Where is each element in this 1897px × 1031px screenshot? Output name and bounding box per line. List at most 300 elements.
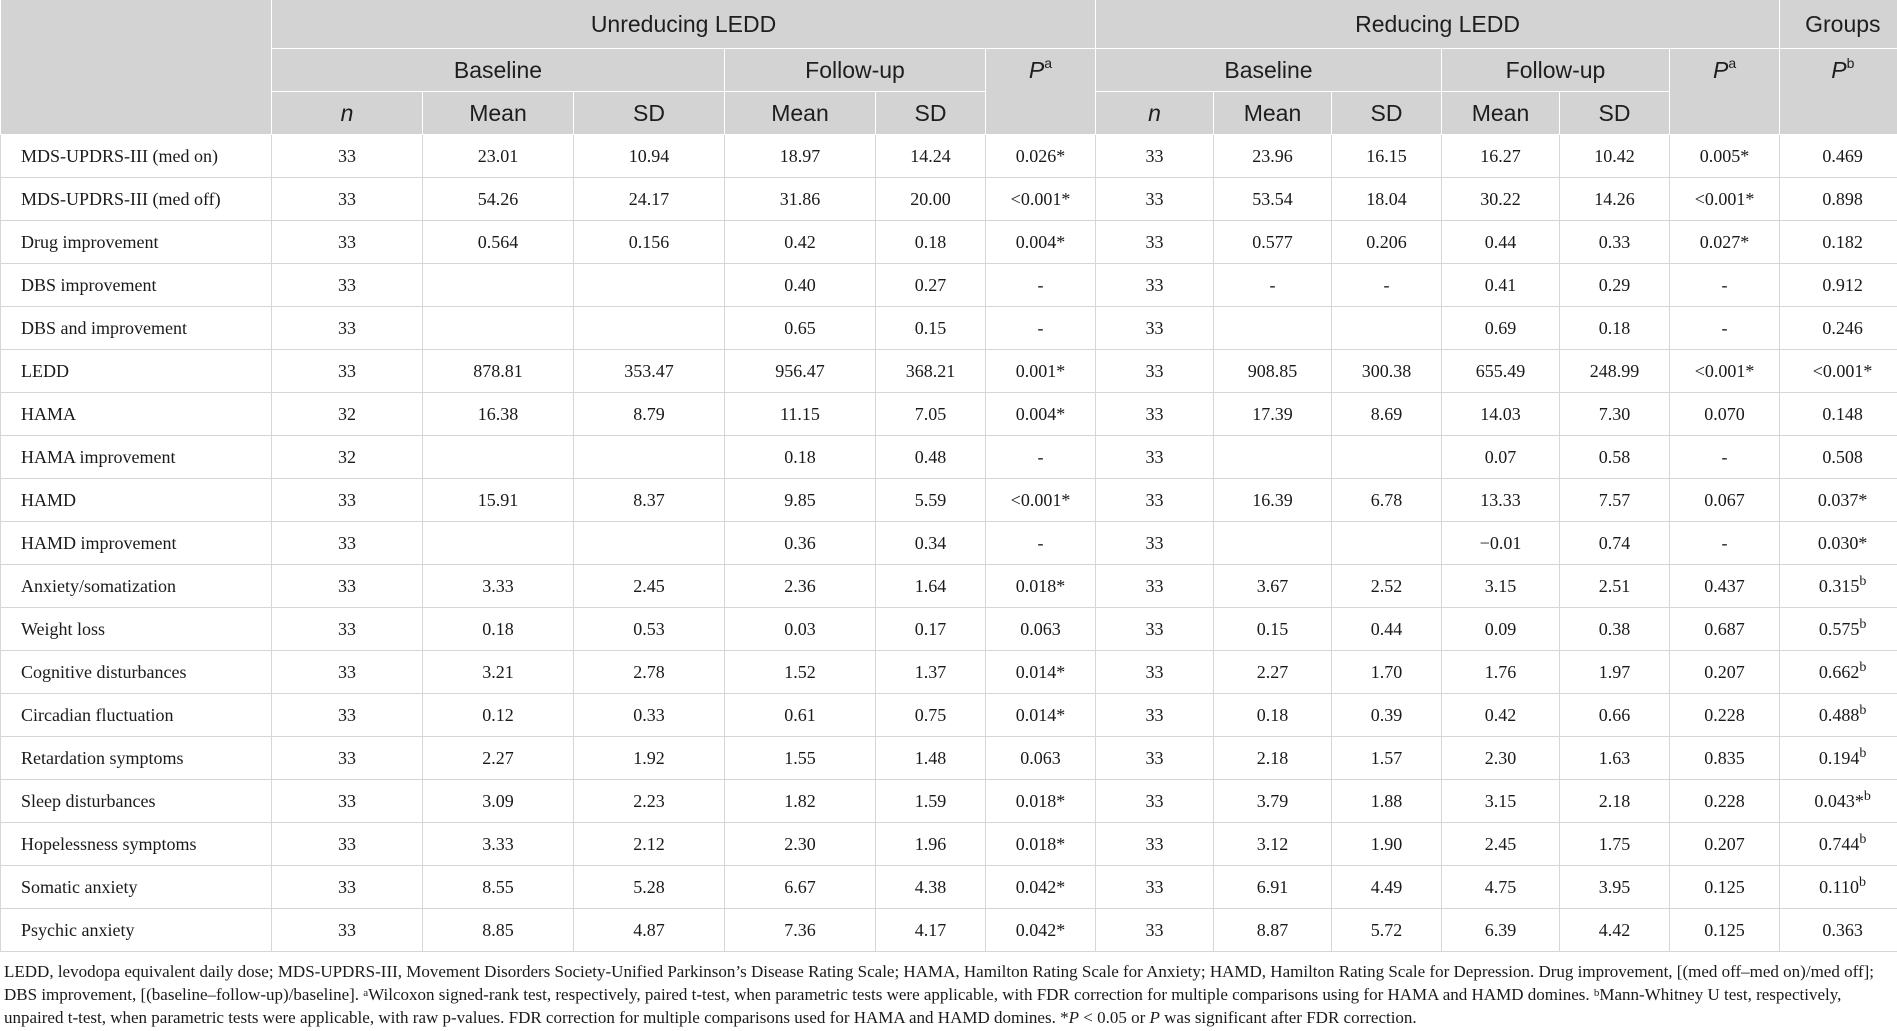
cell-r-bm: 17.39: [1214, 393, 1332, 436]
cell-u-fm: 2.30: [725, 823, 876, 866]
cell-u-fsd: 1.96: [876, 823, 986, 866]
cell-groups-p: 0.363: [1780, 909, 1897, 952]
row-label: HAMA improvement: [1, 436, 272, 479]
cell-r-fsd: 1.63: [1560, 737, 1670, 780]
header-r-pa: $P^a$: [1670, 49, 1780, 92]
cell-groups-p: 0.194$^b$: [1780, 737, 1897, 780]
cell-u-p: 0.042*: [986, 866, 1096, 909]
table-row: [1, 780, 1897, 823]
cell-r-n: 33: [1096, 565, 1214, 608]
cell-u-n: 32: [272, 393, 423, 436]
cell-r-fm: 0.69: [1442, 307, 1560, 350]
cell-u-bsd: 2.45: [574, 565, 725, 608]
row-label: Weight loss: [1, 608, 272, 651]
header-groups: Groups: [1780, 0, 1897, 49]
cell-r-n: 33: [1096, 694, 1214, 737]
cell-r-bm: 8.87: [1214, 909, 1332, 952]
cell-r-n: 33: [1096, 307, 1214, 350]
cell-u-p: 0.014*: [986, 694, 1096, 737]
cell-u-fm: 0.03: [725, 608, 876, 651]
row-label: Circadian fluctuation: [1, 694, 272, 737]
cell-r-fsd: 0.33: [1560, 221, 1670, 264]
row-label: Retardation symptoms: [1, 737, 272, 780]
table-footnote: LEDD, levodopa equivalent daily dose; MDS-UPDRS-III, Movement Disorders Society-Unified Parkinson’s Disease Rating Scale; HAMA, Hamilton Rating Scale for Anxiety; HAMD, Hamilton Rating Scale for Depression. Drug improvement, [(med off–med on)/med off]; DBS improvement, [(baseline–follow-up)/baseline]. $^a$Wilcoxon signed-rank test, respectively, paired t-test, when parametric tests were applicable, with FDR correction for multiple comparisons using for HAMA and HAMD domines. $^b$Mann-Whitney U test, respectively, unpaired t-test, when parametric tests were applicable, with raw p-values. FDR correction for multiple comparisons used for HAMA and HAMD domines. *P < 0.05 or P was significant after FDR correction.: [4, 962, 1874, 1027]
cell-r-fsd: 0.29: [1560, 264, 1670, 307]
cell-u-bsd: 0.33: [574, 694, 725, 737]
cell-u-fm: 31.86: [725, 178, 876, 221]
cell-r-p: 0.835: [1670, 737, 1780, 780]
cell-r-p: 0.125: [1670, 909, 1780, 952]
cell-u-n: 33: [272, 694, 423, 737]
cell-r-p: 0.005*: [1670, 135, 1780, 178]
cell-groups-p: 0.744$^b$: [1780, 823, 1897, 866]
cell-r-bm: 3.79: [1214, 780, 1332, 823]
cell-u-fsd: 0.18: [876, 221, 986, 264]
cell-u-bsd: 1.92: [574, 737, 725, 780]
cell-r-fsd: 2.18: [1560, 780, 1670, 823]
row-label: Anxiety/somatization: [1, 565, 272, 608]
table-row: [1, 823, 1897, 866]
cell-u-p: -: [986, 307, 1096, 350]
cell-u-p: -: [986, 436, 1096, 479]
cell-r-p: 0.228: [1670, 780, 1780, 823]
cell-u-p: -: [986, 264, 1096, 307]
cell-r-fsd: 2.51: [1560, 565, 1670, 608]
cell-u-bm: 3.33: [423, 823, 574, 866]
cell-r-fm: 2.30: [1442, 737, 1560, 780]
row-label: DBS improvement: [1, 264, 272, 307]
cell-u-fm: 1.52: [725, 651, 876, 694]
cell-r-bm: 16.39: [1214, 479, 1332, 522]
cell-r-bsd: 0.39: [1332, 694, 1442, 737]
header-r-followup-mean: Mean: [1442, 92, 1560, 135]
cell-r-bm: [1214, 436, 1332, 479]
cell-u-n: 33: [272, 178, 423, 221]
cell-u-n: 33: [272, 823, 423, 866]
cell-r-n: 33: [1096, 178, 1214, 221]
cell-r-p: 0.207: [1670, 651, 1780, 694]
cell-u-p: 0.026*: [986, 135, 1096, 178]
cell-u-fsd: 0.34: [876, 522, 986, 565]
row-label: MDS-UPDRS-III (med on): [1, 135, 272, 178]
cell-u-fsd: 1.37: [876, 651, 986, 694]
cell-groups-p: 0.898: [1780, 178, 1897, 221]
cell-r-bsd: 1.57: [1332, 737, 1442, 780]
cell-r-fm: 14.03: [1442, 393, 1560, 436]
cell-r-n: 33: [1096, 737, 1214, 780]
cell-groups-p: 0.246: [1780, 307, 1897, 350]
cell-u-bsd: 0.53: [574, 608, 725, 651]
cell-r-bm: 2.18: [1214, 737, 1332, 780]
cell-u-fm: 0.61: [725, 694, 876, 737]
table-row: [1, 866, 1897, 909]
header-u-followup-sd: SD: [876, 92, 986, 135]
table-row: [1, 479, 1897, 522]
cell-r-fm: 655.49: [1442, 350, 1560, 393]
table-row: [1, 737, 1897, 780]
cell-u-fsd: 4.38: [876, 866, 986, 909]
cell-r-n: 33: [1096, 436, 1214, 479]
table-row: [1, 608, 1897, 651]
cell-u-n: 33: [272, 350, 423, 393]
cell-r-p: -: [1670, 436, 1780, 479]
header-r-followup-sd: SD: [1560, 92, 1670, 135]
cell-groups-p: 0.662$^b$: [1780, 651, 1897, 694]
header-r-baseline: Baseline: [1096, 49, 1442, 92]
cell-r-fsd: 3.95: [1560, 866, 1670, 909]
cell-u-bsd: 2.12: [574, 823, 725, 866]
cell-groups-p: 0.508: [1780, 436, 1897, 479]
header-u-followup: Follow-up: [725, 49, 986, 92]
cell-u-bm: 0.564: [423, 221, 574, 264]
cell-u-fm: 0.65: [725, 307, 876, 350]
row-label: Psychic anxiety: [1, 909, 272, 952]
cell-r-bm: [1214, 307, 1332, 350]
cell-r-bsd: [1332, 436, 1442, 479]
cell-r-bm: 0.15: [1214, 608, 1332, 651]
cell-r-n: 33: [1096, 479, 1214, 522]
cell-u-fm: 11.15: [725, 393, 876, 436]
row-label: Cognitive disturbances: [1, 651, 272, 694]
cell-u-fm: 0.36: [725, 522, 876, 565]
cell-r-fm: 0.09: [1442, 608, 1560, 651]
cell-u-fsd: 1.48: [876, 737, 986, 780]
cell-u-bm: 8.85: [423, 909, 574, 952]
header-u-n: n: [272, 92, 423, 135]
cell-groups-p: 0.148: [1780, 393, 1897, 436]
cell-u-bm: 16.38: [423, 393, 574, 436]
cell-u-fsd: 14.24: [876, 135, 986, 178]
cell-r-bsd: [1332, 307, 1442, 350]
table-body: [1, 135, 1897, 952]
cell-u-p: 0.063: [986, 608, 1096, 651]
cell-r-bm: 908.85: [1214, 350, 1332, 393]
cell-r-bsd: 6.78: [1332, 479, 1442, 522]
cell-r-p: 0.067: [1670, 479, 1780, 522]
cell-u-bm: 54.26: [423, 178, 574, 221]
cell-r-bm: 3.67: [1214, 565, 1332, 608]
cell-u-fsd: 7.05: [876, 393, 986, 436]
cell-groups-p: 0.469: [1780, 135, 1897, 178]
cell-r-fsd: 1.97: [1560, 651, 1670, 694]
cell-r-fm: 0.07: [1442, 436, 1560, 479]
cell-groups-p: 0.315$^b$: [1780, 565, 1897, 608]
cell-r-bm: 2.27: [1214, 651, 1332, 694]
cell-u-fm: 18.97: [725, 135, 876, 178]
cell-u-fm: 9.85: [725, 479, 876, 522]
cell-r-bm: 3.12: [1214, 823, 1332, 866]
cell-groups-p: 0.575$^b$: [1780, 608, 1897, 651]
cell-u-n: 33: [272, 307, 423, 350]
cell-u-n: 33: [272, 866, 423, 909]
cell-r-p: 0.437: [1670, 565, 1780, 608]
row-label: Hopelessness symptoms: [1, 823, 272, 866]
cell-u-fsd: 4.17: [876, 909, 986, 952]
header-u-baseline-mean: Mean: [423, 92, 574, 135]
table-row: [1, 694, 1897, 737]
cell-r-fsd: 7.57: [1560, 479, 1670, 522]
cell-r-n: 33: [1096, 135, 1214, 178]
cell-u-bsd: [574, 522, 725, 565]
cell-u-bsd: 0.156: [574, 221, 725, 264]
cell-u-bm: 3.21: [423, 651, 574, 694]
cell-r-p: <0.001*: [1670, 350, 1780, 393]
table-row: [1, 393, 1897, 436]
cell-u-bsd: [574, 264, 725, 307]
header-r-baseline-mean: Mean: [1214, 92, 1332, 135]
cell-u-bsd: 2.78: [574, 651, 725, 694]
cell-u-n: 33: [272, 565, 423, 608]
cell-r-n: 33: [1096, 608, 1214, 651]
table-row: [1, 565, 1897, 608]
cell-r-p: -: [1670, 264, 1780, 307]
cell-r-bm: 0.577: [1214, 221, 1332, 264]
table-row: [1, 909, 1897, 952]
header-corner: [1, 0, 272, 49]
cell-u-p: 0.042*: [986, 909, 1096, 952]
cell-r-n: 33: [1096, 221, 1214, 264]
cell-groups-p: 0.912: [1780, 264, 1897, 307]
cell-u-p: <0.001*: [986, 479, 1096, 522]
cell-u-n: 33: [272, 608, 423, 651]
header-reducing-ledd: Reducing LEDD: [1096, 0, 1780, 49]
cell-u-fsd: 0.75: [876, 694, 986, 737]
cell-u-fsd: 0.15: [876, 307, 986, 350]
table-row: [1, 436, 1897, 479]
cell-u-bsd: 353.47: [574, 350, 725, 393]
row-label: Somatic anxiety: [1, 866, 272, 909]
row-label: Drug improvement: [1, 221, 272, 264]
cell-r-n: 33: [1096, 350, 1214, 393]
cell-u-p: 0.063: [986, 737, 1096, 780]
cell-u-bm: 23.01: [423, 135, 574, 178]
cell-r-bm: [1214, 522, 1332, 565]
table-row: [1, 178, 1897, 221]
cell-u-fsd: 0.17: [876, 608, 986, 651]
cell-u-fm: 1.55: [725, 737, 876, 780]
cell-r-n: 33: [1096, 264, 1214, 307]
table-row: [1, 264, 1897, 307]
cell-r-bsd: 5.72: [1332, 909, 1442, 952]
cell-r-fm: 4.75: [1442, 866, 1560, 909]
cell-u-fsd: 368.21: [876, 350, 986, 393]
cell-u-n: 33: [272, 737, 423, 780]
cell-r-fsd: 0.66: [1560, 694, 1670, 737]
cell-r-p: 0.228: [1670, 694, 1780, 737]
row-label: HAMD: [1, 479, 272, 522]
header-unreducing-ledd: Unreducing LEDD: [272, 0, 1096, 49]
cell-groups-p: 0.488$^b$: [1780, 694, 1897, 737]
cell-u-bm: [423, 307, 574, 350]
cell-r-bsd: 16.15: [1332, 135, 1442, 178]
cell-groups-p: 0.182: [1780, 221, 1897, 264]
cell-groups-p: 0.037*: [1780, 479, 1897, 522]
cell-u-fsd: 1.59: [876, 780, 986, 823]
cell-r-n: 33: [1096, 823, 1214, 866]
cell-r-bsd: 1.88: [1332, 780, 1442, 823]
header-u-baseline-sd: SD: [574, 92, 725, 135]
cell-u-n: 33: [272, 522, 423, 565]
cell-u-bsd: 24.17: [574, 178, 725, 221]
cell-r-bsd: 300.38: [1332, 350, 1442, 393]
cell-r-p: <0.001*: [1670, 178, 1780, 221]
cell-r-p: 0.125: [1670, 866, 1780, 909]
cell-r-bm: 23.96: [1214, 135, 1332, 178]
cell-u-fsd: 0.27: [876, 264, 986, 307]
cell-r-fm: 1.76: [1442, 651, 1560, 694]
cell-u-fm: 0.18: [725, 436, 876, 479]
cell-u-bm: 878.81: [423, 350, 574, 393]
table-row: [1, 651, 1897, 694]
cell-u-bsd: 8.37: [574, 479, 725, 522]
table-row: [1, 135, 1897, 178]
table-row: [1, 221, 1897, 264]
header-u-pa: $P^a$: [986, 49, 1096, 92]
header-r-followup: Follow-up: [1442, 49, 1670, 92]
cell-r-bsd: 8.69: [1332, 393, 1442, 436]
cell-r-p: -: [1670, 307, 1780, 350]
cell-r-fsd: 248.99: [1560, 350, 1670, 393]
cell-u-bm: 3.33: [423, 565, 574, 608]
cell-r-fm: 0.42: [1442, 694, 1560, 737]
header-u-baseline: Baseline: [272, 49, 725, 92]
header-groups-pb: $P^b$: [1780, 49, 1897, 92]
cell-r-n: 33: [1096, 909, 1214, 952]
cell-u-bsd: 2.23: [574, 780, 725, 823]
row-label: Sleep disturbances: [1, 780, 272, 823]
cell-r-p: -: [1670, 522, 1780, 565]
cell-u-p: 0.018*: [986, 565, 1096, 608]
cell-u-bm: [423, 436, 574, 479]
cell-r-fm: 0.41: [1442, 264, 1560, 307]
cell-r-n: 33: [1096, 780, 1214, 823]
cell-u-p: -: [986, 522, 1096, 565]
cell-u-bsd: 4.87: [574, 909, 725, 952]
cell-u-fm: 2.36: [725, 565, 876, 608]
cell-r-fm: 6.39: [1442, 909, 1560, 952]
cell-r-bsd: 1.90: [1332, 823, 1442, 866]
cell-u-n: 33: [272, 221, 423, 264]
cell-r-bm: 53.54: [1214, 178, 1332, 221]
cell-r-bm: 0.18: [1214, 694, 1332, 737]
cell-r-bsd: [1332, 522, 1442, 565]
cell-u-p: 0.018*: [986, 823, 1096, 866]
cell-u-n: 33: [272, 135, 423, 178]
cell-r-n: 33: [1096, 866, 1214, 909]
cell-groups-p: 0.030*: [1780, 522, 1897, 565]
cell-r-fm: 3.15: [1442, 780, 1560, 823]
cell-groups-p: 0.043*$^b$: [1780, 780, 1897, 823]
cell-r-fm: −0.01: [1442, 522, 1560, 565]
header-r-baseline-sd: SD: [1332, 92, 1442, 135]
cell-u-p: 0.001*: [986, 350, 1096, 393]
cell-r-bsd: 18.04: [1332, 178, 1442, 221]
cell-u-bm: 0.18: [423, 608, 574, 651]
table-row: [1, 522, 1897, 565]
cell-r-fm: 2.45: [1442, 823, 1560, 866]
header-r-n: n: [1096, 92, 1214, 135]
cell-r-fm: 13.33: [1442, 479, 1560, 522]
cell-r-fsd: 0.74: [1560, 522, 1670, 565]
cell-u-bm: [423, 522, 574, 565]
cell-r-fsd: 0.18: [1560, 307, 1670, 350]
cell-u-bsd: [574, 436, 725, 479]
cell-r-fsd: 0.38: [1560, 608, 1670, 651]
cell-u-bsd: 8.79: [574, 393, 725, 436]
cell-u-bm: 8.55: [423, 866, 574, 909]
cell-u-bsd: [574, 307, 725, 350]
cell-u-fm: 956.47: [725, 350, 876, 393]
cell-r-bsd: 2.52: [1332, 565, 1442, 608]
cell-u-fsd: 20.00: [876, 178, 986, 221]
cell-u-p: 0.018*: [986, 780, 1096, 823]
row-label: DBS and improvement: [1, 307, 272, 350]
cell-r-p: 0.070: [1670, 393, 1780, 436]
cell-r-fsd: 0.58: [1560, 436, 1670, 479]
cell-u-n: 33: [272, 264, 423, 307]
cell-u-bm: 3.09: [423, 780, 574, 823]
cell-r-bm: 6.91: [1214, 866, 1332, 909]
cell-r-fsd: 7.30: [1560, 393, 1670, 436]
cell-u-n: 33: [272, 479, 423, 522]
header-u-followup-mean: Mean: [725, 92, 876, 135]
cell-u-fsd: 5.59: [876, 479, 986, 522]
cell-r-p: 0.687: [1670, 608, 1780, 651]
cell-r-fsd: 14.26: [1560, 178, 1670, 221]
cell-u-fm: 6.67: [725, 866, 876, 909]
cell-r-fm: 0.44: [1442, 221, 1560, 264]
cell-u-p: 0.014*: [986, 651, 1096, 694]
cell-u-bsd: 10.94: [574, 135, 725, 178]
cell-groups-p: <0.001*: [1780, 350, 1897, 393]
cell-r-fm: 16.27: [1442, 135, 1560, 178]
cell-r-fm: 30.22: [1442, 178, 1560, 221]
cell-u-fm: 0.42: [725, 221, 876, 264]
cell-u-n: 32: [272, 436, 423, 479]
row-label: HAMD improvement: [1, 522, 272, 565]
cell-r-fsd: 10.42: [1560, 135, 1670, 178]
cell-r-n: 33: [1096, 393, 1214, 436]
cell-u-n: 33: [272, 909, 423, 952]
cell-r-bsd: -: [1332, 264, 1442, 307]
cell-r-bsd: 0.206: [1332, 221, 1442, 264]
cell-r-p: 0.207: [1670, 823, 1780, 866]
cell-u-bm: 15.91: [423, 479, 574, 522]
table-header: [1, 0, 1897, 135]
cell-r-fsd: 4.42: [1560, 909, 1670, 952]
cell-u-p: 0.004*: [986, 393, 1096, 436]
cell-r-bsd: 4.49: [1332, 866, 1442, 909]
cell-u-n: 33: [272, 780, 423, 823]
cell-r-n: 33: [1096, 651, 1214, 694]
cell-u-bm: 0.12: [423, 694, 574, 737]
table-row: [1, 350, 1897, 393]
cell-u-n: 33: [272, 651, 423, 694]
cell-u-fsd: 1.64: [876, 565, 986, 608]
table-row: [1, 307, 1897, 350]
cell-u-p: 0.004*: [986, 221, 1096, 264]
cell-u-bm: [423, 264, 574, 307]
cell-r-bsd: 0.44: [1332, 608, 1442, 651]
cell-r-p: 0.027*: [1670, 221, 1780, 264]
cell-u-fm: 1.82: [725, 780, 876, 823]
cell-u-bsd: 5.28: [574, 866, 725, 909]
cell-r-n: 33: [1096, 522, 1214, 565]
cell-u-fm: 7.36: [725, 909, 876, 952]
row-label: MDS-UPDRS-III (med off): [1, 178, 272, 221]
cell-groups-p: 0.110$^b$: [1780, 866, 1897, 909]
cell-r-bm: -: [1214, 264, 1332, 307]
